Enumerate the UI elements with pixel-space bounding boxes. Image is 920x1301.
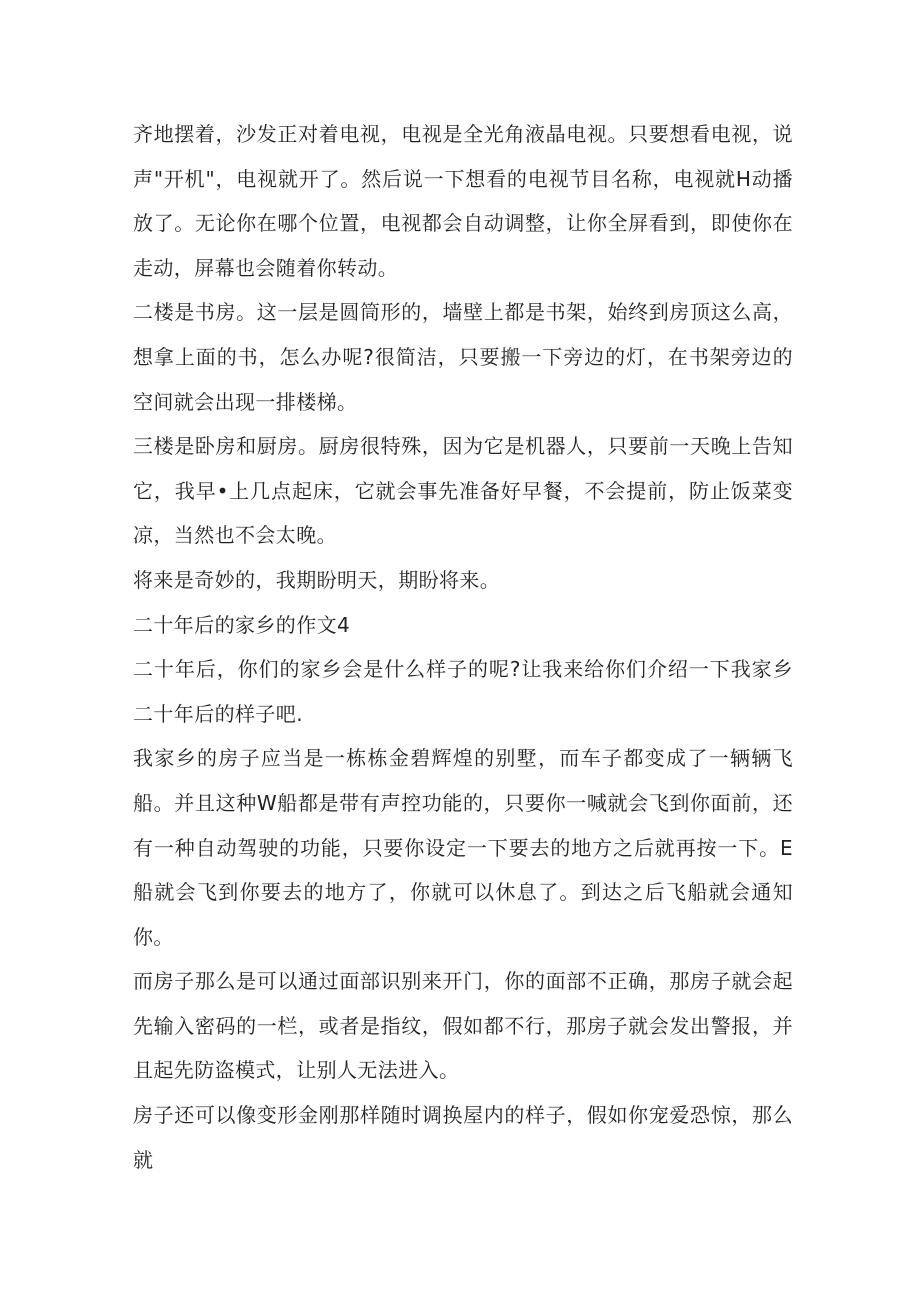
- paragraph-7: 而房子那么是可以通过面部识别来开门，你的面部不正确，那房子就会起先输入密码的一栏，或者是指纹，假如都不行，那房子就会发出警报，并且起先防盗模式，让别人无法进入。: [133, 969, 793, 1083]
- document-body: [133, 112, 793, 1182]
- paragraph-5: 二十年后，你们的家乡会是什么样子的呢?让我来给你们介绍一下我家乡二十年后的样子吧.: [133, 657, 793, 726]
- paragraph-4: 将来是奇妙的，我期盼明天，期盼将来。: [133, 567, 501, 592]
- section-heading: 二十年后的家乡的作文4: [133, 612, 351, 637]
- paragraph-1: 齐地摆着，沙发正对着电视，电视是全光角液晶电视。只要想看电视，说声"开机"，电视就开了。然后说一下想看的电视节目名称，电视就H动播放了。无论你在哪个位置，电视都会自动调整，让你全屏看到，即使你在走动，屏幕也会随着你转动。: [133, 122, 793, 280]
- paragraph-6: 我家乡的房子应当是一栋栋金碧辉煌的别墅，而车子都变成了一辆辆飞船。并且这种W船都是带有声控功能的，只要你一喊就会飞到你面前，还有一种自动驾驶的功能，只要你设定一下要去的地方之后就再按一下。E船就会飞到你要去的地方了，你就可以休息了。到达之后飞船就会通知你。: [133, 746, 793, 949]
- paragraph-2: 二楼是书房。这一层是圆筒形的，墙壁上都是书架，始终到房顶这么高，想拿上面的书，怎么办呢?很简洁，只要搬一下旁边的灯，在书架旁边的空间就会出现一排楼梯。: [133, 300, 793, 414]
- paragraph-3: 三楼是卧房和厨房。厨房很特殊，因为它是机器人，只要前一天晚上告知它，我早•上几点起床，它就会事先准备好早餐，不会提前，防止饭菜变凉，当然也不会太晚。: [133, 434, 793, 548]
- paragraph-8: 房子还可以像变形金刚那样随时调换屋内的样子，假如你宠爱恐惊，那么就: [133, 1103, 793, 1172]
